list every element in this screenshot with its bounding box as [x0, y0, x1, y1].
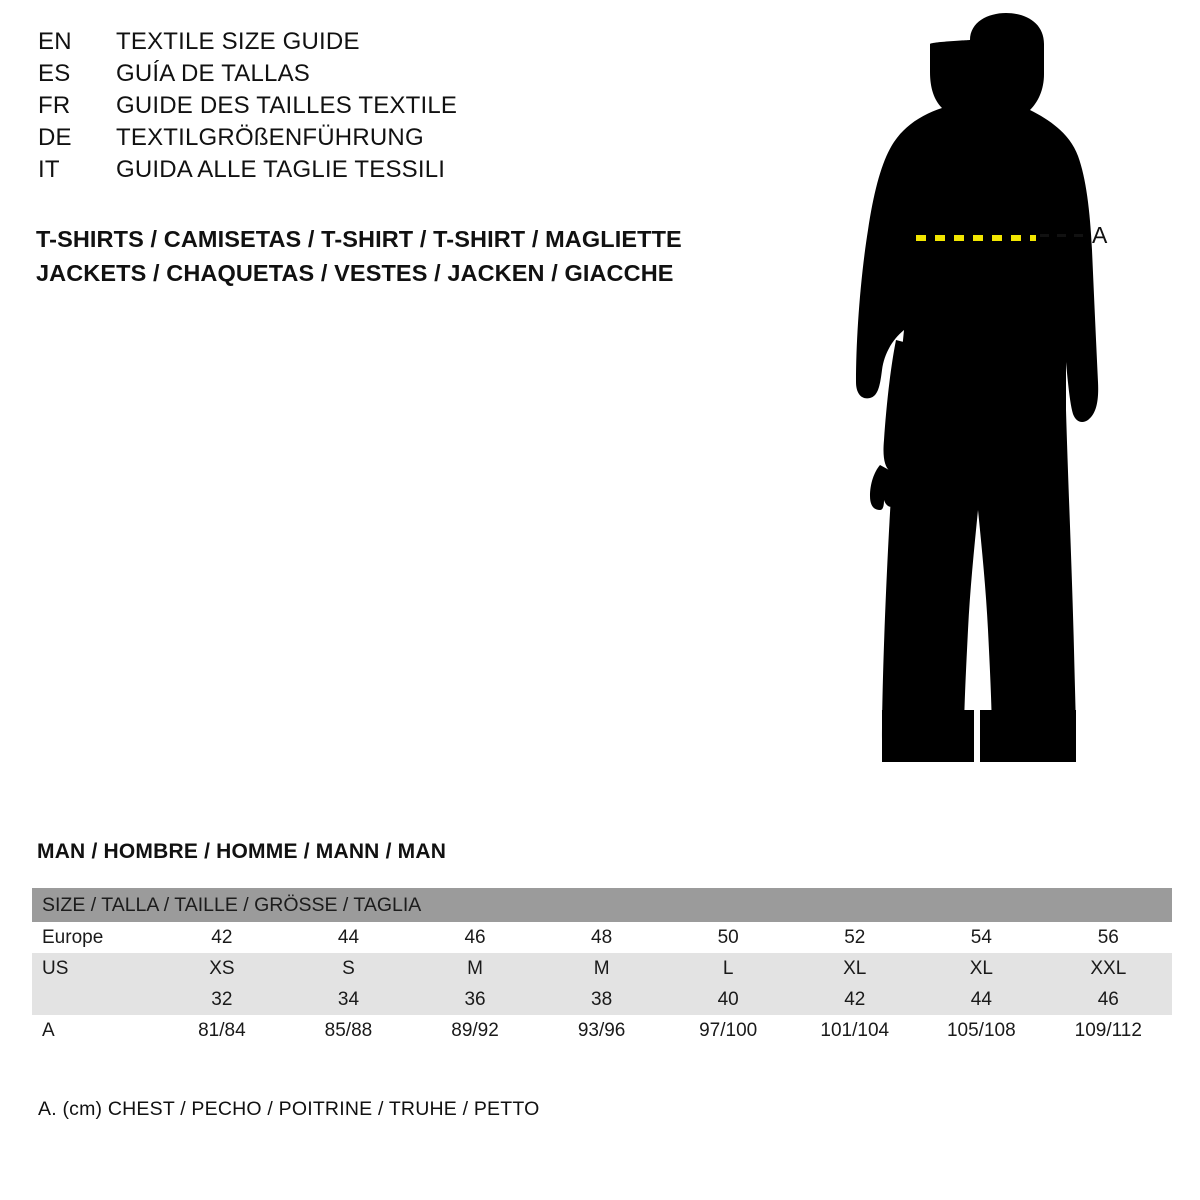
cell-a-3: 93/96 [538, 1015, 665, 1046]
language-row-es [38, 60, 758, 92]
language-row-it [38, 156, 758, 188]
cell-us-7: XXL [1045, 953, 1172, 984]
language-code-it: IT [38, 156, 60, 183]
cell-numeric-3: 38 [538, 984, 665, 1015]
language-code-fr: FR [38, 92, 71, 119]
measure-label-a: A [1092, 222, 1108, 248]
cell-europe-5: 52 [791, 922, 918, 953]
language-row-en [38, 28, 758, 60]
cell-us-6: XL [918, 953, 1045, 984]
language-row-de [38, 124, 758, 156]
table-row [32, 922, 1172, 953]
category-tshirts: T-SHIRTS / CAMISETAS / T-SHIRT / T-SHIRT / MAGLIETTE [36, 226, 682, 252]
cell-us-4: L [665, 953, 792, 984]
category-jackets: JACKETS / CHAQUETAS / VESTES / JACKEN / GIACCHE [36, 260, 674, 286]
row-label-europe: Europe [32, 922, 159, 953]
language-code-es: ES [38, 60, 71, 87]
table-row [32, 1015, 1172, 1046]
cell-numeric-5: 42 [791, 984, 918, 1015]
cell-numeric-7: 46 [1045, 984, 1172, 1015]
cell-us-2: M [412, 953, 539, 984]
cell-europe-1: 44 [285, 922, 412, 953]
row-label-numeric [32, 984, 159, 1015]
table-header-label: SIZE / TALLA / TAILLE / GRÖSSE / TAGLIA [32, 888, 1172, 922]
language-text-fr: GUIDE DES TAILLES TEXTILE [116, 92, 458, 119]
table-section-title: MAN / HOMBRE / HOMME / MANN / MAN [37, 840, 447, 863]
male-body-silhouette [820, 10, 1180, 800]
table-row [32, 953, 1172, 984]
measure-leader-dashes [1040, 234, 1084, 237]
row-label-us: US [32, 953, 159, 984]
cell-numeric-1: 34 [285, 984, 412, 1015]
silhouette-shape [856, 13, 1098, 762]
cell-a-1: 85/88 [285, 1015, 412, 1046]
language-header-list [38, 28, 758, 188]
cell-us-3: M [538, 953, 665, 984]
cell-a-5: 101/104 [791, 1015, 918, 1046]
cell-us-1: S [285, 953, 412, 984]
cell-us-0: XS [159, 953, 286, 984]
language-text-de: TEXTILGRÖßENFÜHRUNG [116, 124, 424, 151]
language-text-it: GUIDA ALLE TAGLIE TESSILI [116, 156, 446, 183]
cell-a-4: 97/100 [665, 1015, 792, 1046]
garment-category-list [36, 222, 796, 290]
cell-europe-0: 42 [159, 922, 286, 953]
cell-numeric-0: 32 [159, 984, 286, 1015]
cell-us-5: XL [791, 953, 918, 984]
language-code-en: EN [38, 28, 72, 55]
cell-numeric-4: 40 [665, 984, 792, 1015]
cell-a-6: 105/108 [918, 1015, 1045, 1046]
language-row-fr [38, 92, 758, 124]
cell-numeric-6: 44 [918, 984, 1045, 1015]
cell-europe-3: 48 [538, 922, 665, 953]
row-label-a: A [32, 1015, 159, 1046]
language-code-de: DE [38, 124, 72, 151]
cell-a-2: 89/92 [412, 1015, 539, 1046]
table-header-row [32, 888, 1172, 922]
cell-europe-2: 46 [412, 922, 539, 953]
language-text-en: TEXTILE SIZE GUIDE [116, 28, 360, 55]
size-table [32, 888, 1172, 1046]
cell-a-0: 81/84 [159, 1015, 286, 1046]
language-text-es: GUÍA DE TALLAS [116, 60, 310, 87]
cell-europe-4: 50 [665, 922, 792, 953]
cell-numeric-2: 36 [412, 984, 539, 1015]
table-footnote: A. (cm) CHEST / PECHO / POITRINE / TRUHE / PETTO [38, 1098, 540, 1120]
table-row [32, 984, 1172, 1015]
cell-europe-7: 56 [1045, 922, 1172, 953]
cell-a-7: 109/112 [1045, 1015, 1172, 1046]
cell-europe-6: 54 [918, 922, 1045, 953]
